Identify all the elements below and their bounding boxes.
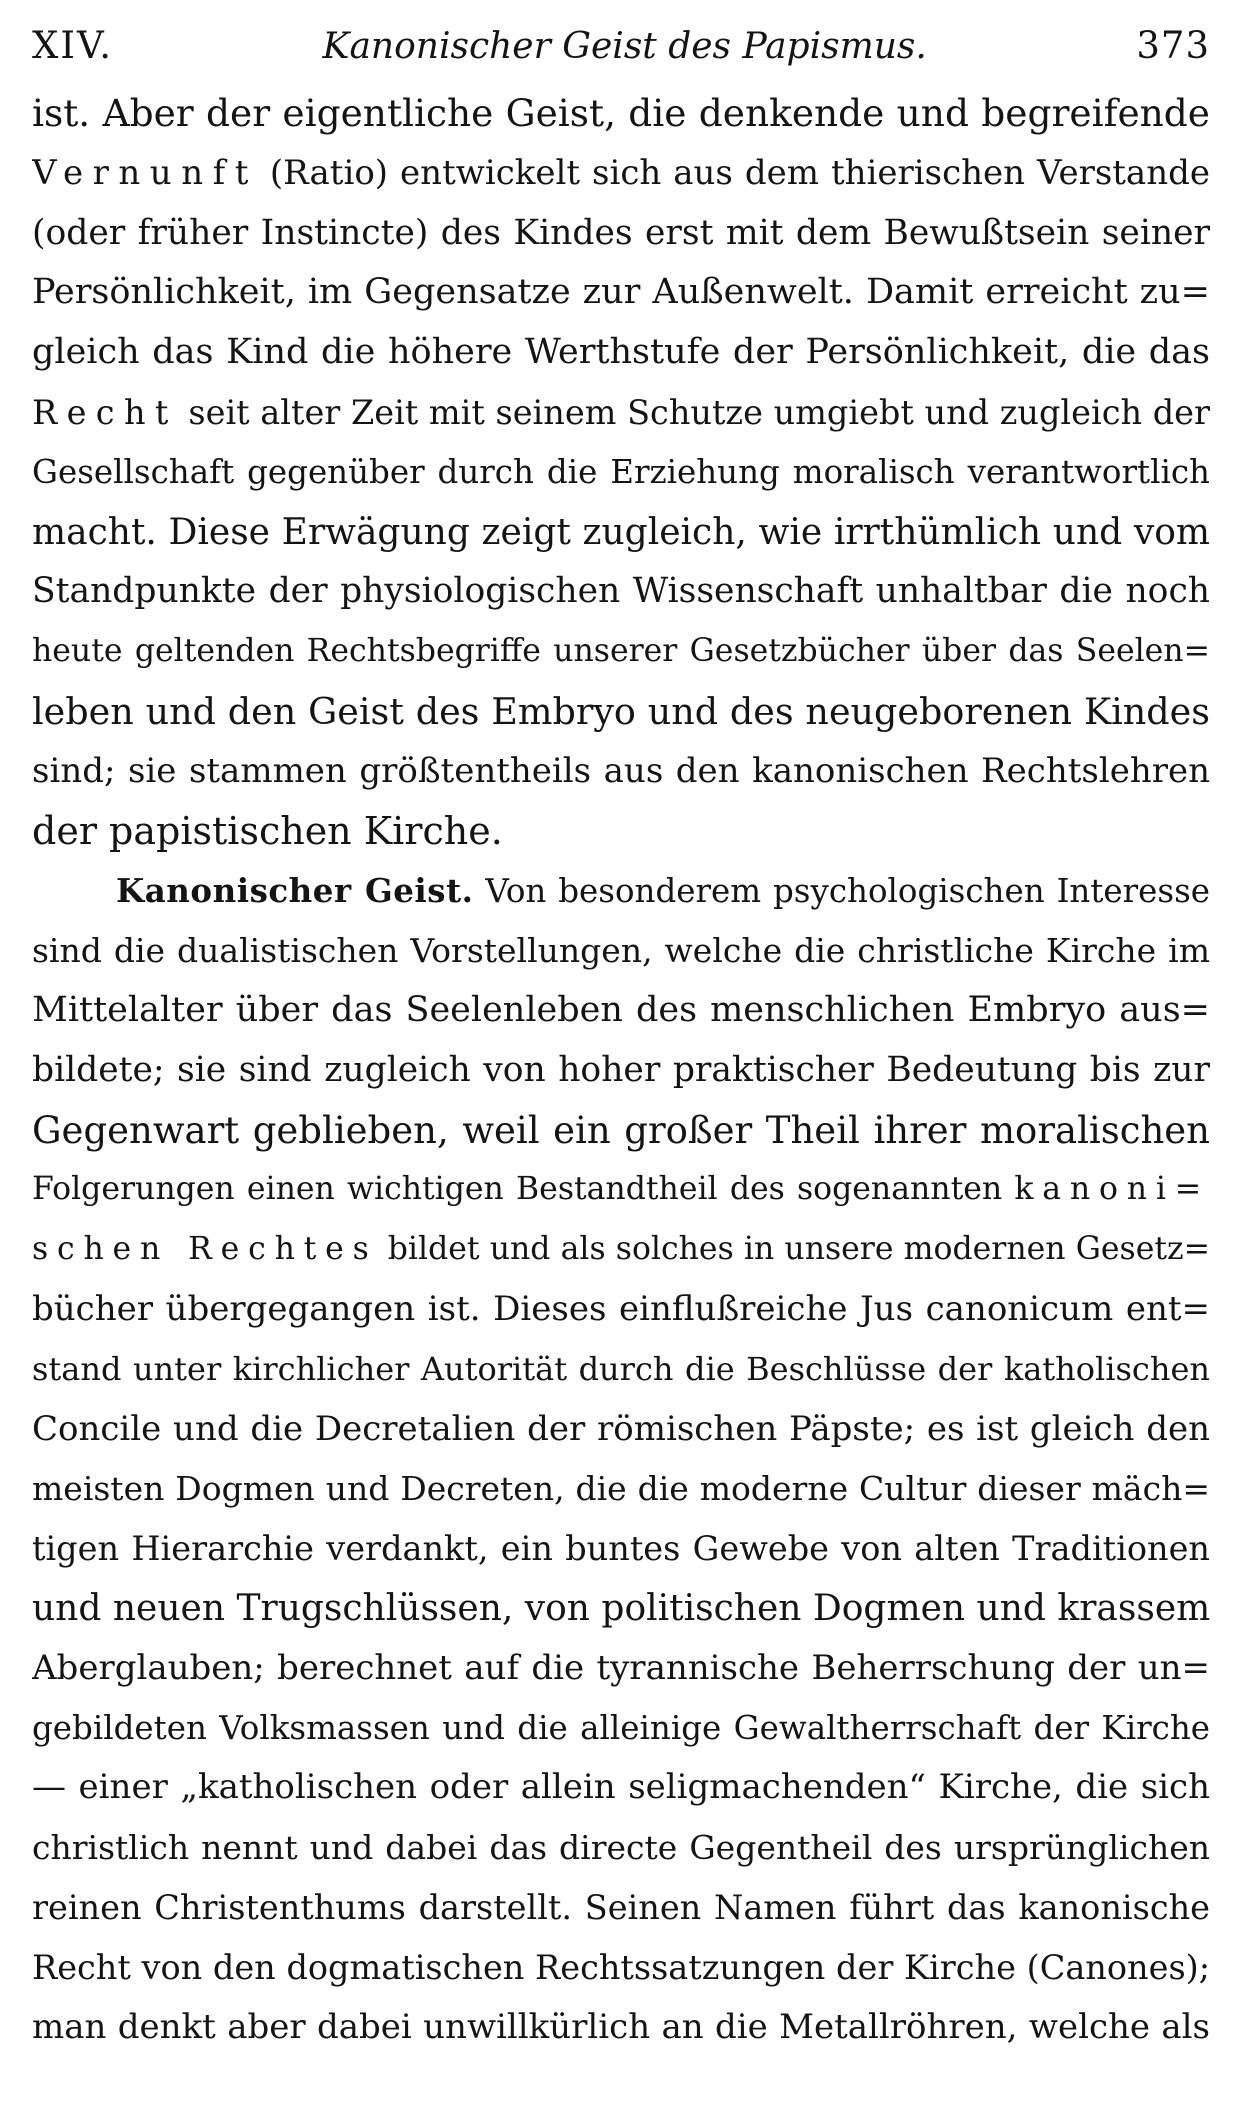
running-header [32, 24, 1210, 84]
chapter-number: XIV. [32, 24, 113, 67]
page-body [32, 84, 1210, 2057]
emphasized-word: kanoni= [1014, 1171, 1210, 1208]
text-line: und neuen Trugschlüssen, von politischen Dogmen und krassem [32, 1587, 1210, 1629]
emphasized-word: schen Rechtes [32, 1231, 378, 1268]
text-line: heute geltenden Rechtsbegriffe unserer Gesetzbücher über das Seelen= [32, 633, 1210, 670]
running-title: Kanonischer Geist des Papismus. [322, 26, 927, 67]
text-line: sind die dualistischen Vorstellungen, welche die christliche Kirche im [32, 931, 1210, 971]
line-text: Von besonderem psychologischen Interesse [485, 872, 1210, 911]
text-line [32, 144, 1210, 204]
line-text: bildet und als solches in unsere modernen Gesetz= [377, 1231, 1210, 1268]
line-text: (Ratio) entwickelt sich aus dem thierischen Verstande [257, 152, 1210, 193]
text-line [32, 1160, 1210, 1220]
page-number: 373 [1136, 24, 1210, 67]
text-line: Mittelalter über das Seelenleben des menschlichen Embryo aus= [32, 989, 1210, 1030]
text-line: stand unter kirchlicher Autorität durch die Beschlüsse der katholischen [32, 1349, 1210, 1388]
text-line: — einer „katholischen oder allein seligmachenden“ Kirche, die sich [32, 1767, 1210, 1808]
text-line: Concile und die Decretalien der römischen Päpste; es ist gleich den [32, 1408, 1210, 1449]
emphasized-word: Recht [32, 392, 178, 432]
text-line: gebildeten Volksmassen und die alleinige Gewaltherrschaft der Kirche [32, 1708, 1210, 1747]
line-text: Folgerungen einen wichtigen Bestandtheil des sogenannten [32, 1171, 1015, 1208]
text-line: man denkt aber dabei unwillkürlich an die Metallröhren, welche als [32, 2006, 1210, 2047]
text-line [32, 1220, 1210, 1280]
text-line: Persönlichkeit, im Gegensatze zur Außenwelt. Damit erreicht zu= [32, 272, 1210, 313]
text-line: bücher übergegangen ist. Dieses einflußreiche Jus canonicum ent= [32, 1288, 1210, 1329]
section-heading: Kanonischer Geist. [116, 871, 474, 911]
text-line: (oder früher Instincte) des Kindes erst mit dem Bewußtsein seiner [32, 212, 1210, 253]
paragraph-1 [32, 84, 1210, 861]
text-line: der papistischen Kirche. [32, 808, 503, 853]
line-text: seit alter Zeit mit seinem Schutze umgiebt und zugleich der [177, 392, 1210, 432]
text-line: reinen Christenthums darstellt. Seinen Namen führt das kanonische [32, 1887, 1210, 1927]
text-line: Standpunkte der physiologischen Wissenschaft unhaltbar die noch [32, 571, 1210, 612]
paragraph-2 [32, 861, 1210, 2057]
text-line: Recht von den dogmatischen Rechtssatzungen der Kirche (Canones); [32, 1947, 1210, 1987]
text-line: meisten Dogmen und Decreten, die die moderne Cultur dieser mäch= [32, 1469, 1210, 1509]
text-line: Gesellschaft gegenüber durch die Erziehung moralisch verantwortlich [32, 452, 1210, 491]
text-line: bildete; sie sind zugleich von hoher praktischer Bedeutung bis zur [32, 1049, 1210, 1090]
text-line: leben und den Geist des Embryo und des neugeborenen Kindes [32, 689, 1210, 733]
text-line [32, 861, 1210, 921]
text-line [32, 383, 1210, 443]
text-line: macht. Diese Erwägung zeigt zugleich, wie irrthümlich und vom [32, 511, 1210, 553]
text-line: christlich nennt und dabei das directe Gegentheil des ursprünglichen [32, 1828, 1210, 1868]
text-line: sind; sie stammen größtentheils aus den kanonischen Rechtslehren [32, 750, 1210, 791]
text-line: tigen Hierarchie verdankt, ein buntes Gewebe von alten Traditionen [32, 1529, 1210, 1569]
text-line: gleich das Kind die höhere Werthstufe der Persönlichkeit, die das [32, 332, 1210, 373]
text-line: Aberglauben; berechnet auf die tyrannische Beherrschung der un= [32, 1647, 1210, 1688]
emphasized-word: Vernunft [32, 152, 258, 193]
text-line: Gegenwart geblieben, weil ein großer Theil ihrer moralischen [32, 1108, 1210, 1152]
text-line: ist. Aber der eigentliche Geist, die denkende und begreifende [32, 91, 1210, 135]
